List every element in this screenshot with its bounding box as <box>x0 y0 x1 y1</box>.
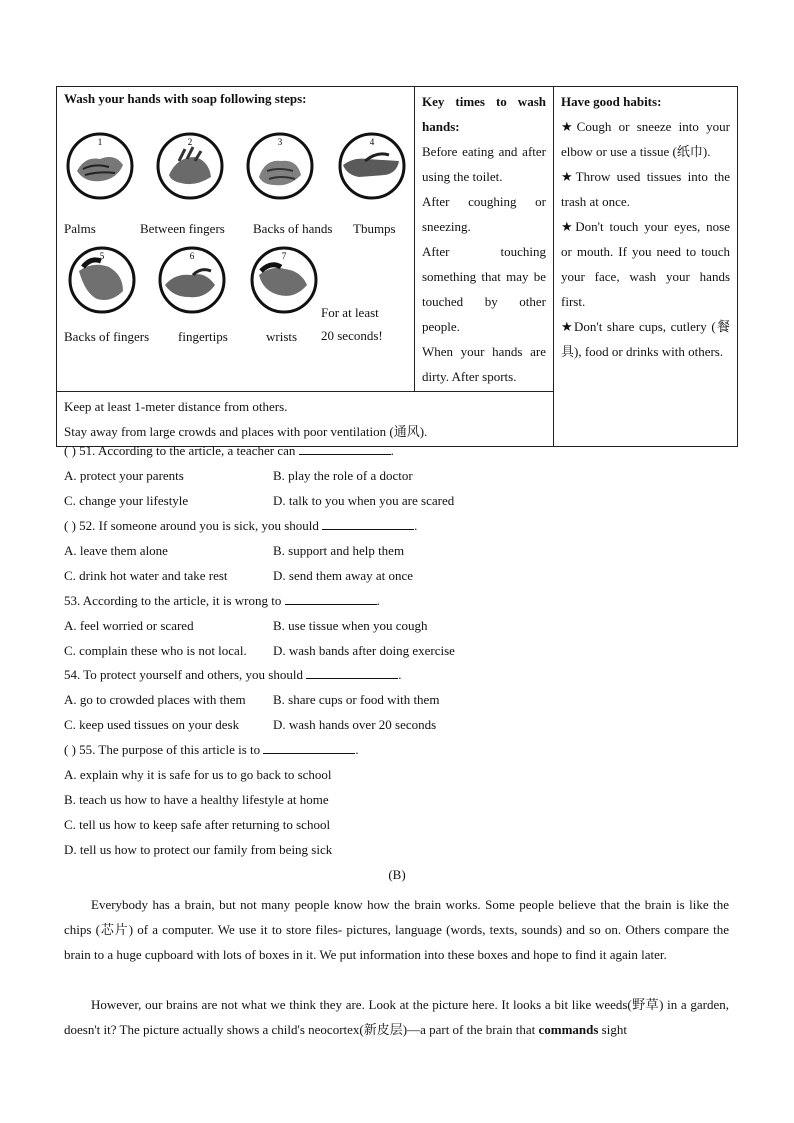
between-fingers-hand-icon <box>155 131 225 201</box>
option[interactable]: B. support and help them <box>273 543 405 558</box>
thumbs-hand-icon <box>337 131 407 201</box>
step-number: 3 <box>277 137 283 147</box>
question-54: 54. To protect yourself and others, you should . <box>64 667 402 682</box>
habit-item: ★Cough or sneeze into your elbow or use a tissue (纸巾). <box>561 119 730 159</box>
habit-item: ★Throw used tissues into the trash at once. <box>561 169 730 209</box>
option[interactable]: C. keep used tissues on your desk <box>64 717 240 732</box>
answer-blank[interactable] <box>285 594 377 605</box>
habits-cell <box>554 87 738 447</box>
step-number: 1 <box>97 137 103 147</box>
option[interactable]: B. share cups or food with them <box>273 692 440 707</box>
option[interactable]: C. change your lifestyle <box>64 493 189 508</box>
step-number: 2 <box>187 137 193 147</box>
key-time-item: After touching something that may be touched by other people. <box>422 244 546 334</box>
option[interactable]: A. go to crowded places with them <box>64 692 246 707</box>
backs-of-hands-icon <box>245 131 315 201</box>
palms-hand-icon <box>65 131 135 201</box>
key-times-title: Key times to wash hands: <box>422 94 546 134</box>
steps-title: Wash your hands with soap following steps: <box>64 91 307 106</box>
option[interactable]: D. talk to you when you are scared <box>273 493 455 508</box>
answer-blank[interactable] <box>299 444 391 455</box>
step-label-backs-of-hands: Backs of hands <box>253 221 333 236</box>
question-stem: 54. To protect yourself and others, you should <box>64 667 303 682</box>
backs-of-fingers-hand-icon <box>67 245 137 315</box>
question-55: ( ) 55. The purpose of this article is to . <box>64 742 359 757</box>
step-label-palms: Palms <box>64 221 96 236</box>
wrists-hand-icon <box>249 245 319 315</box>
distance-line: Keep at least 1-meter distance from others. <box>64 399 288 414</box>
option[interactable]: B. use tissue when you cough <box>273 618 428 633</box>
option[interactable]: C. complain these who is not local. <box>64 643 247 658</box>
time-note-line2: 20 seconds! <box>321 328 383 343</box>
answer-blank[interactable] <box>322 519 414 530</box>
option[interactable]: A. explain why it is safe for us to go back to school <box>64 767 332 782</box>
step-number: 7 <box>281 251 287 261</box>
question-53: 53. According to the article, it is wrong to . <box>64 593 380 608</box>
section-b-heading: (B) <box>388 867 406 882</box>
step-label-between-fingers: Between fingers <box>140 221 225 236</box>
habits-title: Have good habits: <box>561 94 662 109</box>
step-label-backs-of-fingers: Backs of fingers <box>64 329 150 344</box>
key-times-cell <box>415 87 554 392</box>
crowds-line: Stay away from large crowds and places with poor ventilation (通风). <box>64 424 428 439</box>
key-time-item: When your hands are dirty. After sports. <box>422 344 546 384</box>
option[interactable]: A. leave them alone <box>64 543 168 558</box>
question-52: ( ) 52. If someone around you is sick, you should . <box>64 518 418 533</box>
question-stem: ( ) 51. According to the article, a teacher can <box>64 443 296 458</box>
paragraph-text: However, our brains are not what we think they are. Look at the picture here. It looks a bit like weeds(野草) in a garden, doesn't it? The picture actually shows a child's neocortex(新皮层)—a part of the brain that <box>64 997 729 1037</box>
bold-keyword: commands <box>538 1022 599 1037</box>
steps-cell <box>57 87 415 392</box>
habit-item: ★Don't share cups, cutlery (餐具), food or drinks with others. <box>561 319 730 359</box>
passage-paragraph-1: Everybody has a brain, but not many people know how the brain works. Some people believe that the brain is like the chips (芯片) of a computer. We use it to store files- pictures, language (words, texts, sounds) and so on. Others compare the brain to a huge cupboard with lots of boxes in it. We put information into these boxes and hope to find it again later. <box>64 897 729 962</box>
option[interactable]: D. send them away at once <box>273 568 414 583</box>
option[interactable]: B. teach us how to have a healthy lifestyle at home <box>64 792 329 807</box>
question-stem: 53. According to the article, it is wrong to <box>64 593 282 608</box>
step-number: 5 <box>99 251 105 261</box>
option[interactable]: D. tell us how to protect our family from being sick <box>64 842 333 857</box>
option[interactable]: D. wash hands over 20 seconds <box>273 717 437 732</box>
step-label-fingertips: fingertips <box>178 329 228 344</box>
key-time-item: After coughing or sneezing. <box>422 194 546 234</box>
passage-paragraph-2 <box>64 992 729 1042</box>
option[interactable]: A. feel worried or scared <box>64 618 194 633</box>
question-stem: ( ) 55. The purpose of this article is to <box>64 742 261 757</box>
info-table <box>56 86 738 447</box>
option[interactable]: C. drink hot water and take rest <box>64 568 228 583</box>
habit-item: ★Don't touch your eyes, nose or mouth. If you need to touch your face, wash your hands first. <box>561 219 730 309</box>
answer-blank[interactable] <box>263 743 355 754</box>
option[interactable]: C. tell us how to keep safe after returning to school <box>64 817 331 832</box>
distance-cell <box>57 392 554 447</box>
question-51: ( ) 51. According to the article, a teacher can . <box>64 443 394 458</box>
fingertips-hand-icon <box>157 245 227 315</box>
step-label-thumbs: Tbumps <box>353 221 396 236</box>
question-stem: ( ) 52. If someone around you is sick, you should <box>64 518 319 533</box>
step-label-wrists: wrists <box>266 329 298 344</box>
option[interactable]: A. protect your parents <box>64 468 184 483</box>
option[interactable]: B. play the role of a doctor <box>273 468 413 483</box>
time-note-line1: For at least <box>321 305 379 320</box>
step-number: 6 <box>189 251 195 261</box>
key-time-item: Before eating and after using the toilet. <box>422 144 546 184</box>
answer-blank[interactable] <box>306 668 398 679</box>
option[interactable]: D. wash bands after doing exercise <box>273 643 455 658</box>
step-number: 4 <box>369 137 375 147</box>
paragraph-text: sight <box>598 1022 627 1037</box>
